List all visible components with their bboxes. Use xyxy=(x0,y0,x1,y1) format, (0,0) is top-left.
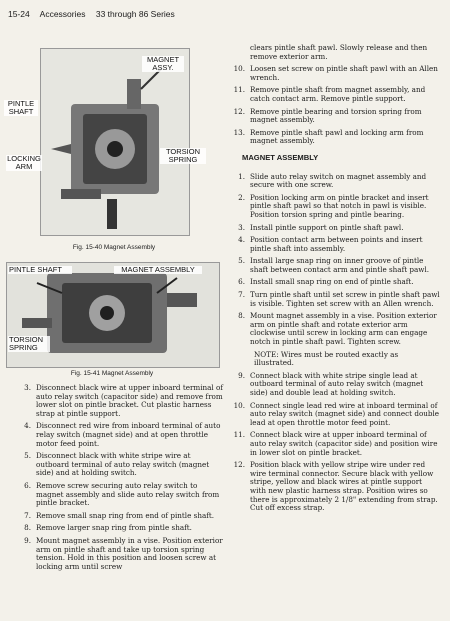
label-locking-arm: LOCKING ARM xyxy=(7,154,41,171)
label-torsion-spring: TORSION SPRING xyxy=(8,336,50,352)
step-10: 10. Loosen set screw on pintle shaft pawl with an Allen wrench. xyxy=(233,64,438,82)
magnet-assembly-illustration xyxy=(41,49,189,235)
figure-15-41-photo xyxy=(6,262,220,368)
label-magnet-assembly: MAGNET ASSEMBLY xyxy=(114,266,202,274)
step-6: 6. Remove screw securing auto relay switch to magnet assembly and slide auto relay switch from pintle bracket. xyxy=(24,480,220,508)
step-11: 11. Remove pintle shaft from magnet assembly, and catch contact arm. Remove pintle support. xyxy=(233,85,426,103)
label-pintle-shaft: PINTLE SHAFT xyxy=(8,266,72,274)
page-number: 15-24 xyxy=(8,9,30,19)
step-13: 13. Remove pintle shaft pawl and locking arm from magnet assembly. xyxy=(233,127,424,146)
assembly-step-12: 12. Position black with yellow stripe wire under red wire terminal connector. Secure black with yellow stripe, yellow and black wires at pintle support with new plastic harness strap. Position wires so there is approximately 2 1/8" extending from strap. Cut off excess strap. xyxy=(233,460,438,513)
step-8: 8. Remove larger snap ring from pintle shaft. xyxy=(24,523,192,533)
figure-15-40-photo xyxy=(40,48,190,236)
assembly-step-6: 6. Install small snap ring on end of pintle shaft. xyxy=(238,277,414,287)
assembly-step-10: 10. Connect single lead red wire at inboard terminal of auto relay switch (magnet side) and connect double lead at open throttle motor feed point. xyxy=(233,400,440,427)
label-pintle-shaft: PINTLE SHAFT xyxy=(4,100,38,116)
left-column-steps xyxy=(18,384,223,575)
step-9: 9. Mount magnet assembly in a vise. Position exterior arm on pintle shaft and take up torsion spring tension. Hold in this position and loosen screw at locking arm until screw xyxy=(24,535,223,571)
assembly-step-8: 8. Mount magnet assembly in a vise. Position exterior arm on pintle shaft and rotate exterior arm clockwise until screw in locking arm can engage notch in pintle shaft pawl. Tighten screw. xyxy=(238,311,437,347)
figure-caption: Fig. 15-41 Magnet Assembly xyxy=(70,370,154,377)
assembly-step-4: 4. Position contact arm between points and insert pintle shaft into assembly. xyxy=(238,235,423,253)
step-5: 5. Disconnect black with white stripe wire at outboard terminal of auto relay switch (magnet side) and at holding switch. xyxy=(24,451,210,478)
series-name: 33 through 86 Series xyxy=(95,9,175,19)
assembly-step-11: 11. Connect black wire at upper inboard terminal of auto relay switch (capacitor side) and position wire in lower slot on pintle bracket. xyxy=(233,430,438,457)
right-column-steps xyxy=(232,44,440,517)
step-3: 3. Disconnect black wire at upper inboard terminal of auto relay switch (capacitor side) and remove from lower slot on pintle bracket. Cut plastic harness strap at pintle support. xyxy=(24,383,223,418)
note: NOTE: Wires must be routed exactly as illustrated. xyxy=(254,349,399,368)
figure-caption: Fig. 15-40 Magnet Assembly xyxy=(72,244,156,251)
step-7: 7. Remove small snap ring from end of pintle shaft. xyxy=(24,510,215,520)
label-magnet-assy: MAGNET ASSY. xyxy=(142,56,184,72)
section-title: MAGNET ASSEMBLY xyxy=(242,152,319,162)
step-9-continuation: clears pintle shaft pawl. Slowly release and then remove exterior arm. xyxy=(250,43,428,61)
label-torsion-spring: TORSION SPRING xyxy=(160,148,206,164)
assembly-step-5: 5. Install large snap ring on inner groove of pintle shaft between contact arm and pintle shaft pawl. xyxy=(238,256,430,274)
page-header xyxy=(8,9,183,19)
step-12: 12. Remove pintle bearing and torsion spring from magnet assembly. xyxy=(233,106,422,125)
section-name: Accessories xyxy=(39,9,86,19)
assembly-step-2: 2. Position locking arm on pintle bracket and insert pintle shaft pawl so that notch in pawl is visible. Position torsion spring and pintle bearing. xyxy=(238,192,429,219)
assembly-step-7: 7. Turn pintle shaft until set screw in pintle shaft pawl is visible. Tighten set screw with an Allen wrench. xyxy=(238,290,440,308)
assembly-step-9: 9. Connect black with white stripe single lead at outboard terminal of auto relay switch (magnet side) and double lead at holding switch. xyxy=(238,370,424,397)
assembly-step-3: 3. Install pintle support on pintle shaft pawl. xyxy=(238,222,404,232)
assembly-step-1: 1. Slide auto relay switch on magnet assembly and secure with one screw. xyxy=(238,171,427,190)
step-4: 4. Disconnect red wire from inboard terminal of auto relay switch (magnet side) and at open throttle motor feed point. xyxy=(24,421,221,448)
